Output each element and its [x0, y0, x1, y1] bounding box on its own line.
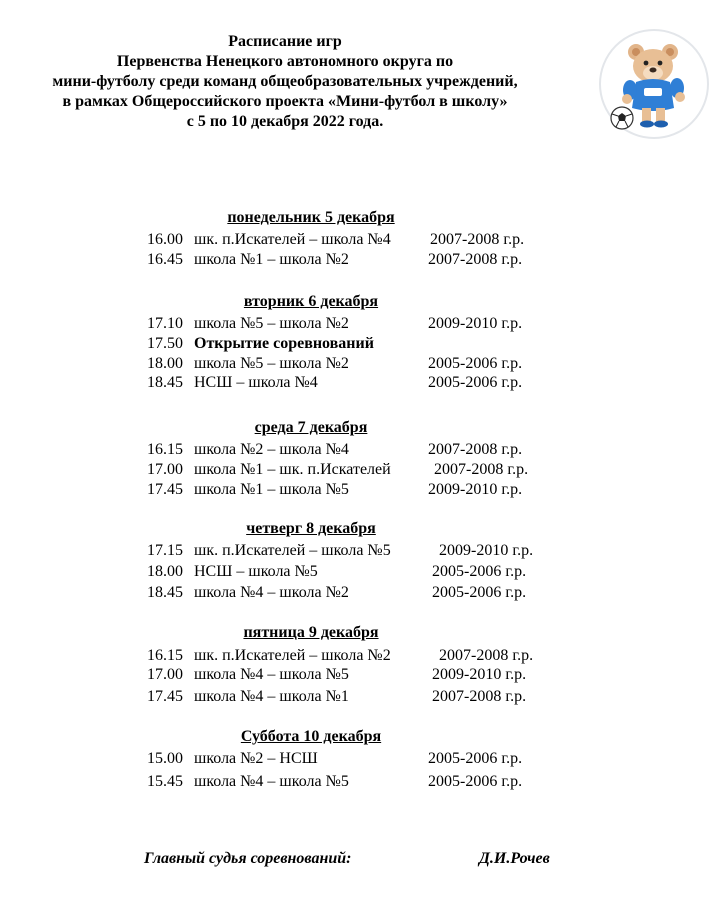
age-group: 2007-2008 г.р.: [439, 647, 534, 664]
game-match: шк. п.Искателей – школа №4: [194, 231, 391, 248]
age-group: 2007-2008 г.р.: [428, 441, 523, 458]
game-row: [147, 314, 523, 334]
game-match: шк. п.Искателей – школа №2: [194, 647, 391, 664]
game-match: школа №4 – школа №5: [194, 666, 349, 683]
game-row: [147, 334, 374, 354]
game-time: 16.45: [147, 251, 183, 268]
age-group: 2009-2010 г.р.: [428, 315, 523, 332]
age-group: 2009-2010 г.р.: [428, 481, 523, 498]
game-match: школа №5 – школа №2: [194, 315, 349, 332]
age-group: 2007-2008 г.р.: [434, 461, 529, 478]
game-row: [147, 562, 527, 582]
game-match: НСШ – школа №4: [194, 374, 318, 391]
game-row: [147, 583, 527, 603]
age-group: 2005-2006 г.р.: [432, 563, 527, 580]
chief-referee-label: Главный судья соревнований:: [144, 850, 352, 867]
game-match: школа №2 – школа №4: [194, 441, 349, 458]
game-time: 17.15: [147, 542, 183, 559]
game-time: 16.15: [147, 647, 183, 664]
game-match: школа №2 – НСШ: [194, 750, 318, 767]
game-match: школа №4 – школа №1: [194, 688, 349, 705]
game-match: школа №4 – школа №2: [194, 584, 349, 601]
day-heading: Суббота 10 декабря: [240, 728, 382, 745]
game-row: [147, 354, 523, 374]
age-group: 2005-2006 г.р.: [432, 584, 527, 601]
game-time: 18.00: [147, 563, 183, 580]
age-group: 2005-2006 г.р.: [428, 355, 523, 372]
game-row: [147, 480, 523, 500]
header-line-1: Расписание игр: [228, 33, 342, 50]
game-time: 16.15: [147, 441, 183, 458]
game-row: [147, 373, 523, 393]
age-group: 2007-2008 г.р.: [430, 231, 525, 248]
event-name: Открытие соревнований: [194, 335, 374, 352]
game-row: [147, 646, 534, 666]
age-group: 2009-2010 г.р.: [432, 666, 527, 683]
age-group: 2007-2008 г.р.: [432, 688, 527, 705]
age-group: 2009-2010 г.р.: [439, 542, 534, 559]
game-time: 18.45: [147, 374, 183, 391]
header-line-2: Первенства Ненецкого автономного округа по: [116, 53, 454, 70]
game-time: 15.00: [147, 750, 183, 767]
game-time: 18.00: [147, 355, 183, 372]
header-line-4: в рамках Общероссийского проекта «Мини-футбол в школу»: [62, 93, 508, 110]
game-row: [147, 665, 527, 685]
game-time: 17.45: [147, 481, 183, 498]
game-row: [147, 250, 523, 270]
game-match: НСШ – школа №5: [194, 563, 318, 580]
game-row: [147, 541, 534, 561]
game-time: 15.45: [147, 773, 183, 790]
age-group: 2005-2006 г.р.: [428, 773, 523, 790]
day-heading: вторник 6 декабря: [243, 293, 379, 310]
game-match: школа №1 – школа №5: [194, 481, 349, 498]
age-group: 2005-2006 г.р.: [428, 750, 523, 767]
chief-referee-name: Д.И.Рочев: [479, 850, 550, 867]
game-row: [147, 230, 525, 250]
game-time: 17.50: [147, 335, 183, 352]
age-group: 2005-2006 г.р.: [428, 374, 523, 391]
age-group: 2007-2008 г.р.: [428, 251, 523, 268]
game-row: [147, 460, 529, 480]
game-match: школа №4 – школа №5: [194, 773, 349, 790]
header-line-5: с 5 по 10 декабря 2022 года.: [186, 113, 384, 130]
game-time: 17.10: [147, 315, 183, 332]
game-row: [147, 772, 523, 792]
game-row: [147, 440, 523, 460]
game-match: школа №1 – школа №2: [194, 251, 349, 268]
game-time: 17.00: [147, 666, 183, 683]
day-heading: среда 7 декабря: [254, 419, 368, 436]
game-match: шк. п.Искателей – школа №5: [194, 542, 391, 559]
game-time: 16.00: [147, 231, 183, 248]
game-row: [147, 749, 523, 769]
day-heading: четверг 8 декабря: [246, 520, 376, 537]
game-row: [147, 687, 527, 707]
day-heading: пятница 9 декабря: [243, 624, 379, 641]
game-time: 17.45: [147, 688, 183, 705]
game-match: школа №5 – школа №2: [194, 355, 349, 372]
day-heading: понедельник 5 декабря: [227, 209, 395, 226]
game-match: школа №1 – шк. п.Искателей: [194, 461, 391, 478]
header-line-3: мини-футболу среди команд общеобразовательных учреждений,: [52, 73, 518, 90]
game-time: 18.45: [147, 584, 183, 601]
game-time: 17.00: [147, 461, 183, 478]
